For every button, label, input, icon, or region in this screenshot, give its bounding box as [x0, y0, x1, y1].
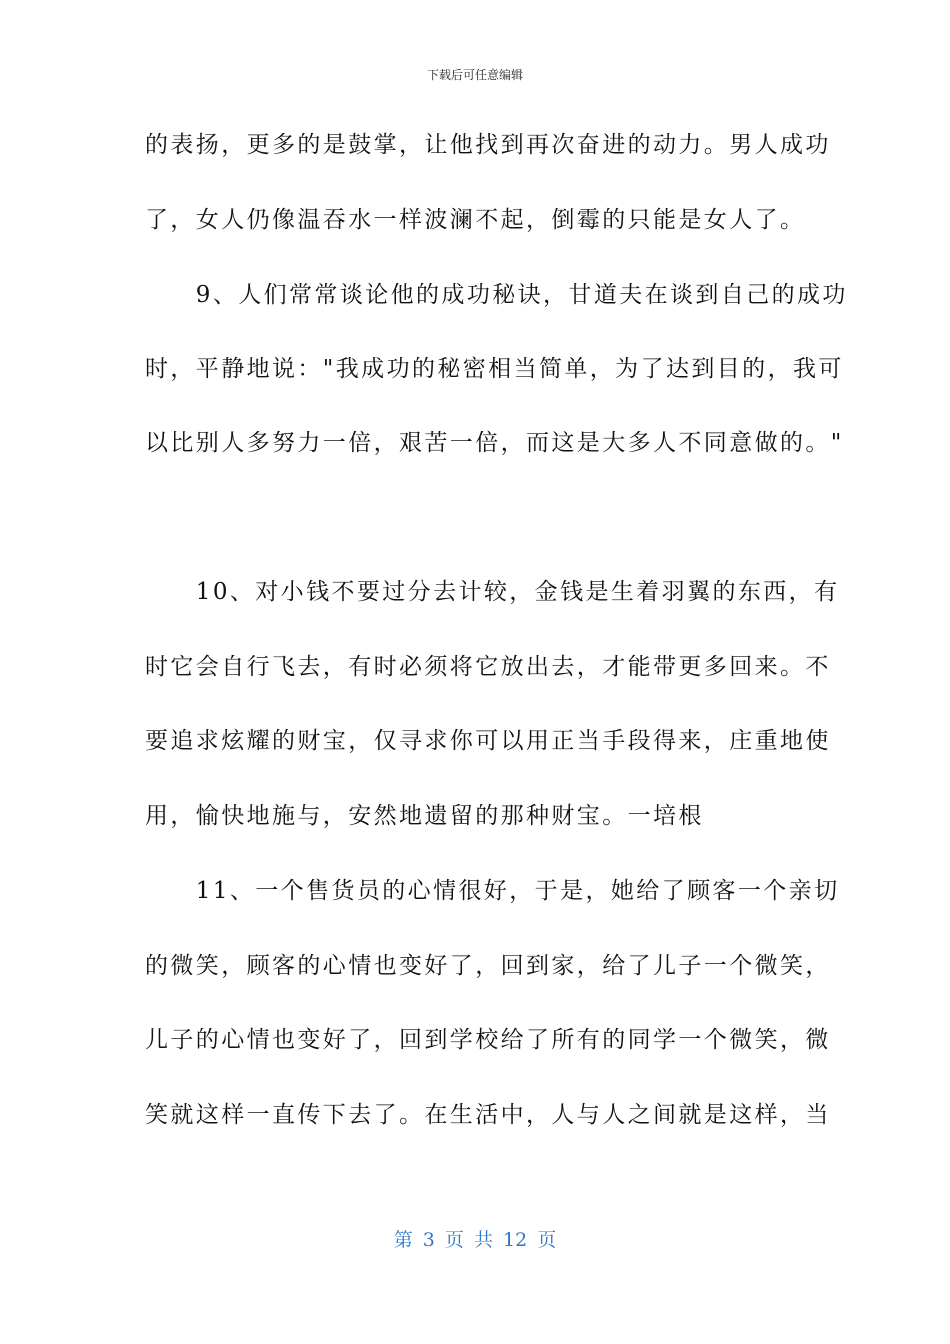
text-line: 用，愉快地施与，安然地遗留的那种财宝。一培根 [145, 803, 704, 829]
text-line: 了，女人仍像温吞水一样波澜不起，倒霉的只能是女人了。 [145, 207, 806, 233]
text-line: 儿子的心情也变好了，回到学校给了所有的同学一个微笑，微 [145, 1027, 831, 1053]
text-line: 的表扬，更多的是鼓掌，让他找到再次奋进的动力。男人成功 [145, 132, 831, 158]
page-number: 第 3 页 共 12 页 [393, 1229, 557, 1251]
header-note: 下载后可任意编辑 [426, 68, 523, 82]
text-line: 时，平静地说："我成功的秘密相当简单，为了达到目的，我可 [145, 356, 844, 382]
text-line: 的微笑，顾客的心情也变好了，回到家，给了儿子一个微笑， [145, 953, 831, 979]
text-line: 9、人们常常谈论他的成功秘诀，甘道夫在谈到自己的成功 [145, 282, 848, 308]
text-line: 以比别人多努力一倍，艰苦一倍，而这是大多人不同意做的。" [145, 430, 844, 456]
text-line: 10、对小钱不要过分去计较，金钱是生着羽翼的东西，有 [145, 579, 840, 605]
text-line: 要追求炫耀的财宝，仅寻求你可以用正当手段得来，庄重地使 [145, 728, 831, 754]
text-line: 时它会自行飞去，有时必须将它放出去，才能带更多回来。不 [145, 654, 831, 680]
text-line: 11、一个售货员的心情很好，于是，她给了顾客一个亲切 [145, 878, 840, 904]
text-line: 笑就这样一直传下去了。在生活中，人与人之间就是这样，当 [145, 1102, 831, 1128]
